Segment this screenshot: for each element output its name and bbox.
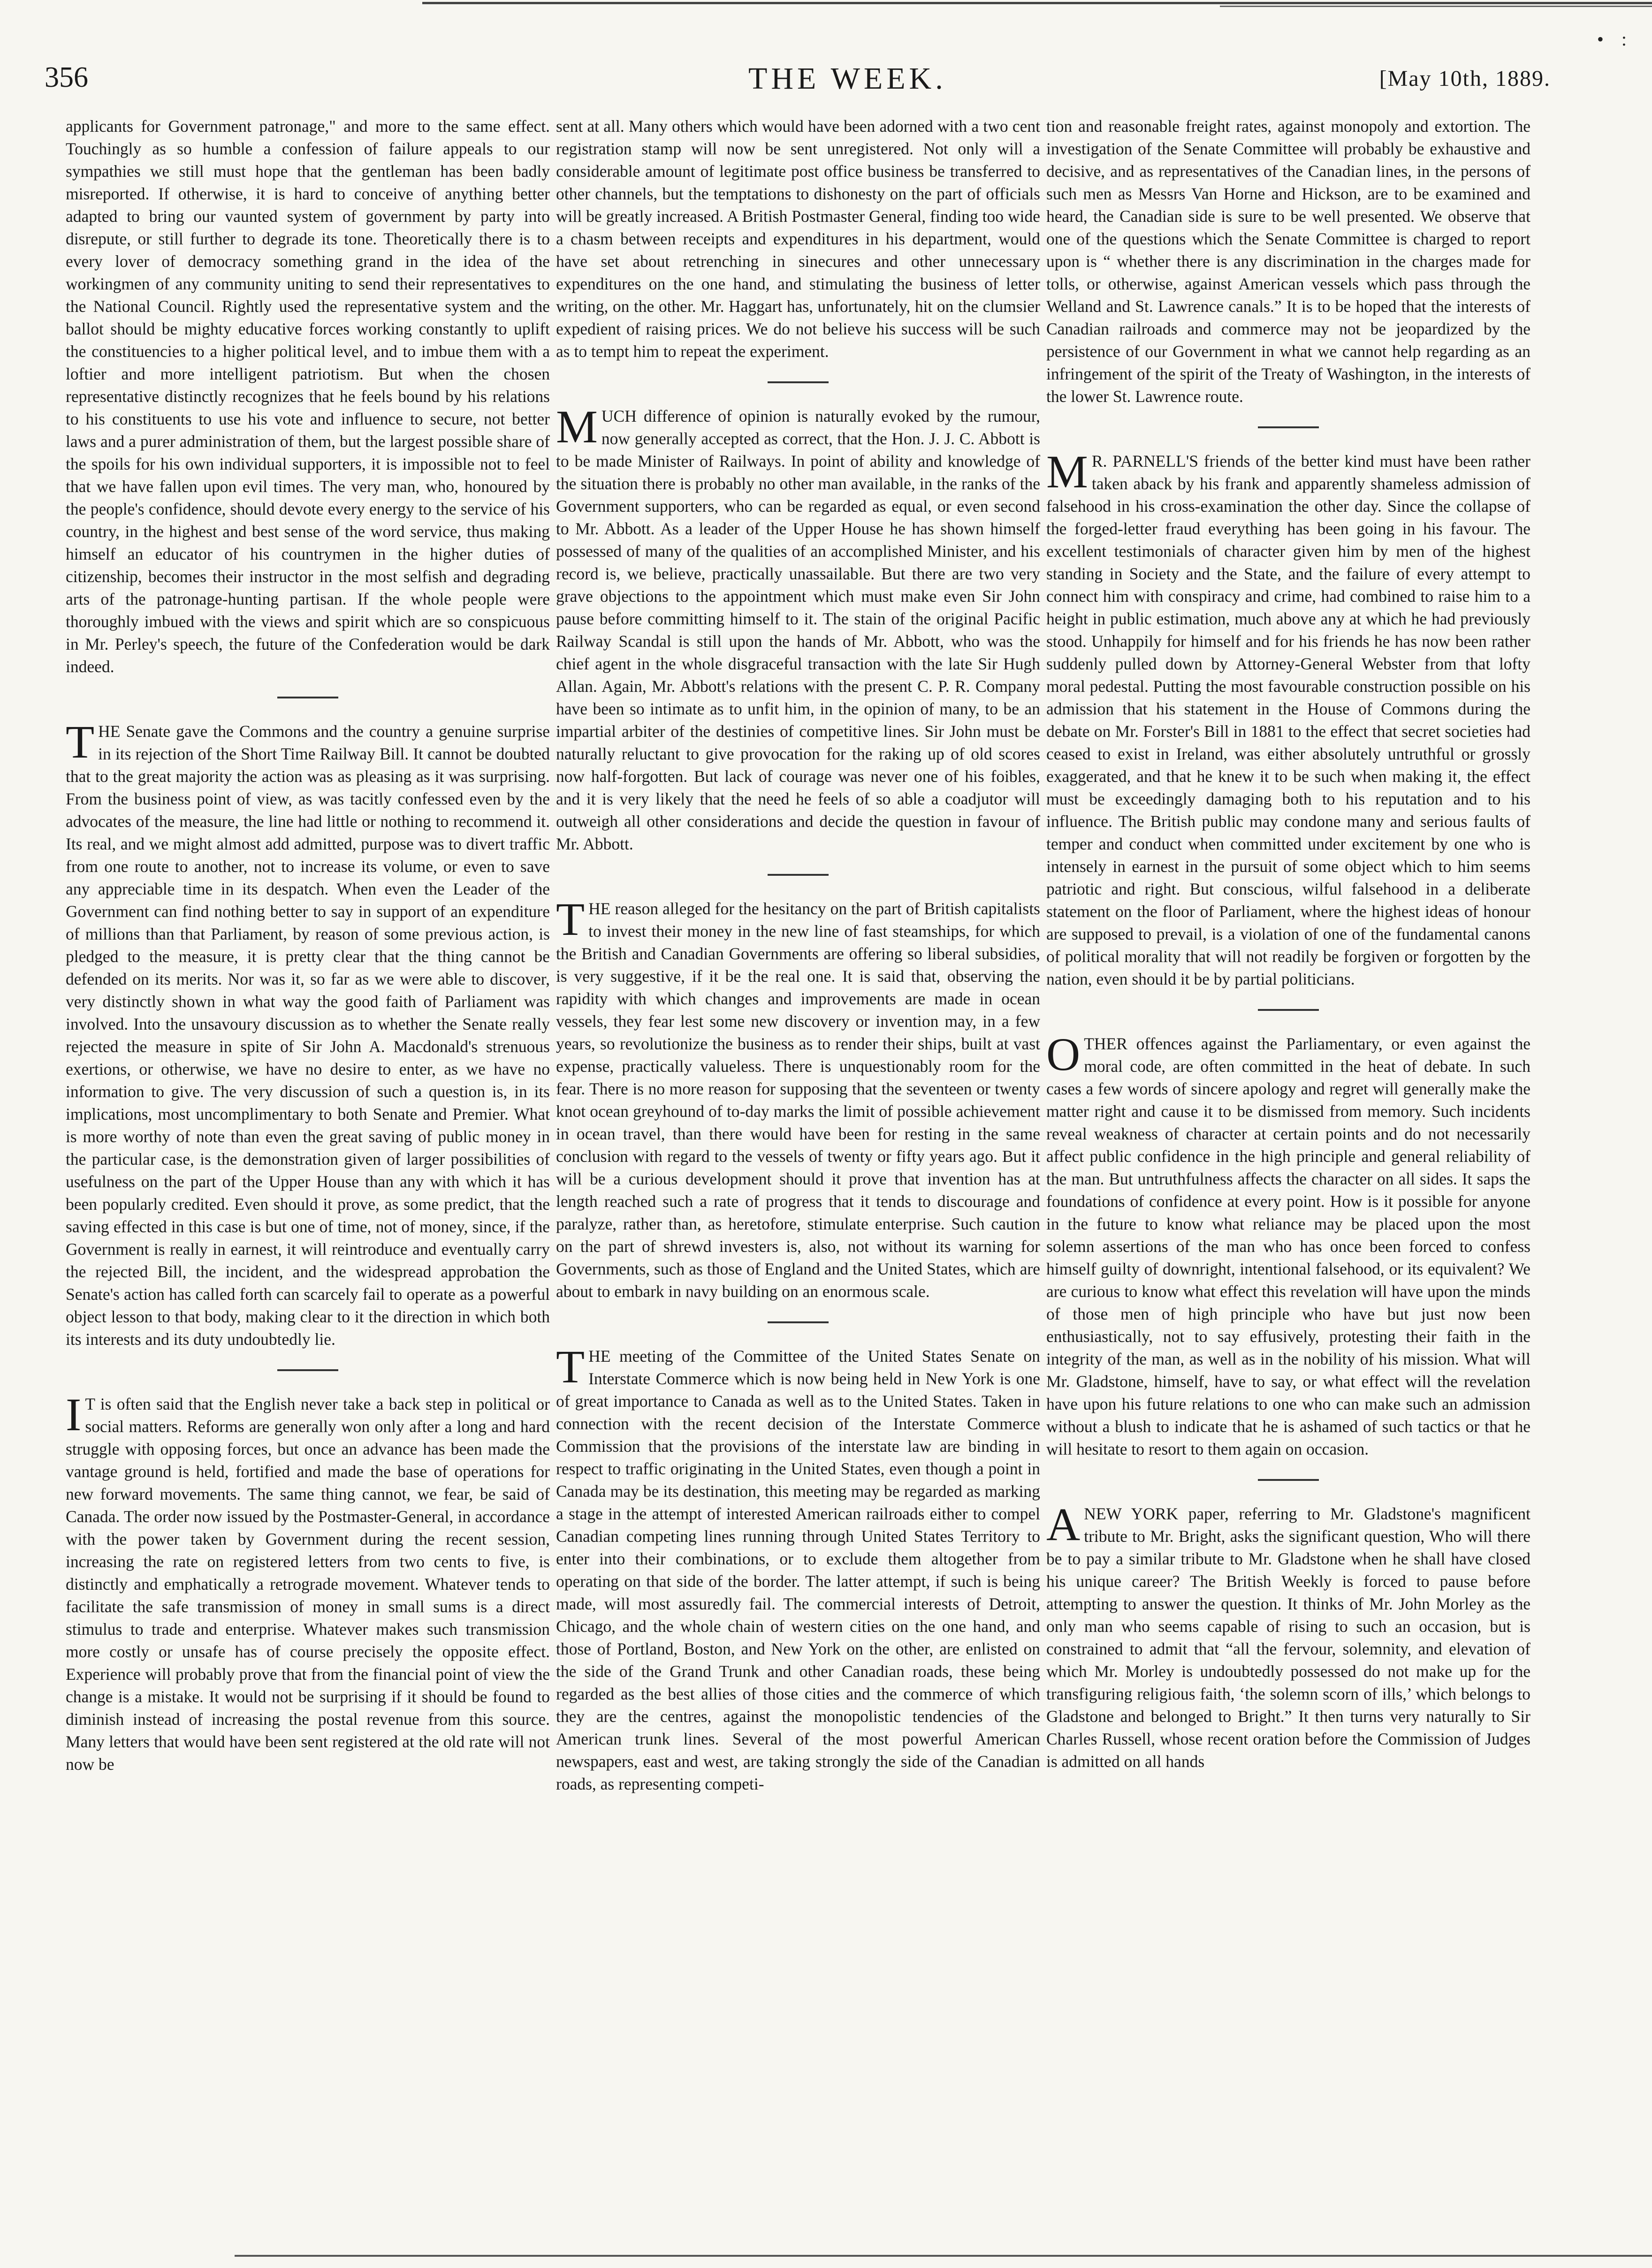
corner-marks: • :: [1597, 29, 1633, 50]
article-paragraph: THE reason alleged for the hesitancy on the part of British capitalists to invest their money in the new line of fast steamships, for which the British and Canadian Governments are offering so liberal subsidies, is very suggestive, if it be the real one. It is said that, observing the rapidity with which changes and improvements are made in ocean vessels, they fear lest some new discovery or invention may, in a few years, so revolutionize the business as to render their ships, built at vast expense, practically valueless. There is unquestionably room for the fear. There is no more reason for supposing that the seventeen or twenty knot ocean greyhound of to-day marks the limit of possible achievement in ocean travel, than there would have been for resting in the same conclusion with regard to the vessels of twenty or fifty years ago. But it will be a curious development should it prove that invention has at length reached such a rate of progress that it tends to discourage and paralyze, rather than, as heretofore, stimulate enterprise. Such caution on the part of shrewd investers is, also, not without its warning for Governments, such as those of England and the United States, which are about to embark in navy building on an enormous scale.: [556, 893, 1040, 1301]
article-paragraph: THE meeting of the Committee of the United States Senate on Interstate Commerce which is now being held in New York is one of great importance to Canada as well as to the United States. Taken in connection with the recent decision of the Interstate Commerce Commission that the provisions of the interstate law are binding in respect to traffic originating in the United States, even though a point in Canada may be its destination, this meeting may be regarded as marking a stage in the attempt of interested American railroads either to compel Canadian competing lines running through United States Territory to enter into their combinations, or to exclude them altogether from operating on that side of the border. The latter attempt, if such is being made, will most assuredly fail. The commercial interests of Detroit, Chicago, and the whole chain of western cities on the one hand, and those of Portland, Boston, and New York on the other, are enlisted on the side of the Grand Trunk and other Canadian roads, these being regarded as the best allies of those cities and the commerce of which they are the centres, against the monopolistic tendencies of the American trunk lines. Several of the most powerful American newspapers, east and west, are taking strongly the side of the Canadian roads, as representing competi-: [556, 1341, 1040, 1793]
issue-date: [May 10th, 1889.: [1379, 66, 1551, 91]
section-divider: [277, 697, 338, 698]
section-divider: [768, 1321, 829, 1323]
page-number: 356: [45, 61, 88, 93]
section-divider: [1258, 426, 1319, 428]
article-paragraph: applicants for Government patronage," and more to the same effect. Touchingly as so humble a confession of failure appeals to our sympathies we still must hope that the gentleman has been badly misreported. If otherwise, it is hard to conceive of anything better adapted to bring our vaunted system of government by party into disrepute, or still further to degrade its tone. Theoretically there is to every lover of democracy something grand in the idea of the workingmen of any community uniting to send their representatives to the National Council. Rightly used the representative system and the ballot should be mighty educative forces working constantly to uplift the constituencies to a higher political level, and to imbue them with a loftier and more intelligent patriotism. But when the chosen representative distinctly recognizes that he feels bound by his relations to his constituents to use his vote and influence to secure, not better laws and a purer administration of them, but the largest possible share of the spoils for his own individual supporters, it is impossible not to feel that we have fallen upon evil times. The very man, who, honoured by the people's confidence, should devote every energy to the service of his country, in the highest and best sense of the word service, thus making himself an educator of his countrymen in the higher duties of citizenship, becomes their instructor in the most selfish and degrading arts of the patronage-hunting partisan. If the whole people were thoroughly imbued with the views and spirit which are so conspicuous in Mr. Perley's speech, the future of the Confederation would be dark indeed.: [66, 117, 550, 676]
section-divider: [1258, 1009, 1319, 1011]
article-paragraph: MUCH difference of opinion is naturally evoked by the rumour, now generally accepted as correct, that the Hon. J. J. C. Abbott is to be made Minister of Railways. In point of ability and knowledge of the situation there is probably no other man available, in the ranks of the Government supporters, who can be regarded as equal, or even second to Mr. Abbott. As a leader of the Upper House he has shown himself possessed of many of the qualities of an accomplished Minister, and his record is, we believe, practically unassailable. But there are two very grave objections to the appointment which must make even Sir John pause before committing himself to it. The stain of the original Pacific Railway Scandal is still upon the hands of Mr. Abbott, who was the chief agent in the whole disgraceful transaction with the late Sir Hugh Allan. Again, Mr. Abbott's relations with the present C. P. R. Company have been so intimate as to unfit him, in the opinion of many, to be an impartial arbiter of the destinies of competitive lines. Sir John must be naturally reluctant to give provocation for the raking up of old scores now half-forgotten. But lack of courage was never one of his foibles, and it is very likely that the need he feels of so able a coadjutor will outweigh all other considerations and decide the question in favour of Mr. Abbott.: [556, 401, 1040, 853]
article-paragraph: MR. PARNELL'S friends of the better kind must have been rather taken aback by his frank and apparently shameless admission of falsehood in his cross-examination the other day. Since the collapse of the forged-letter fraud everything has been going in his favour. The excellent testimonials of character given him by men of the highest standing in Society and the State, and the failure of every attempt to connect him with conspiracy and crime, had combined to raise him to a height in public estimation, much above any at which he had previously stood. Unhappily for himself and for his friends he has now been rather suddenly pulled down by Attorney-General Webster from that lofty moral pedestal. Putting the most favourable construction possible on his admission that his statement in the House of Commons during the debate on Mr. Forster's Bill in 1881 to the effect that secret societies had ceased to exist in Ireland, was either absolutely untruthful or grossly exaggerated, and that he knew it to be such when making it, the effect must be exceedingly damaging both to his reputation and to his influence. The British public may condone many and serious faults of temper and conduct when committed under excitement by one who is intensely in earnest in the pursuit of some object which to him seems patriotic and right. But conscious, wilful falsehood in a deliberate statement on the floor of Parliament, where the highest ideas of honour are supposed to prevail, is a violation of one of the fundamental canons of political morality that will not readily be forgiven or forgotten by the nation, even should it be by partial politicians.: [1046, 446, 1530, 988]
article-paragraph: ANEW YORK paper, referring to Mr. Gladstone's magnificent tribute to Mr. Bright, asks the significant question, Who will there be to pay a similar tribute to Mr. Gladstone when he shall have closed his unique career? The British Weekly is forced to pause before attempting to answer the question. It thinks of Mr. John Morley as the only man who seems capable of rising to such an occasion, but is constrained to admit that “all the fervour, solemnity, and elevation of which Mr. Morley is undoubtedly possessed do not make up for the transfiguring religious faith, ‘the solemn scorn of ills,’ which belongs to Gladstone and belonged to Bright.” It then turns very naturally to Sir Charles Russell, whose recent oration before the Commission of Judges is admitted on all hands: [1046, 1498, 1530, 1771]
article-paragraph: OTHER offences against the Parliamentary, or even against the moral code, are often committed in the heat of debate. In such cases a few words of sincere apology and regret will generally make the matter right and cause it to be dismissed from memory. Such incidents reveal weakness of character at certain points and do not necessarily affect public confidence in the high principle and general reliability of the man. But untruthfulness affects the character on all sides. It saps the foundations of confidence at every point. How is it possible for anyone in the future to know what reliance may be placed upon the most solemn assertions of the man who has once been forced to confess himself guilty of downright, intentional falsehood, or its equivalent? We are curious to know what effect this revelation will have upon the minds of those men of high principle who have but just now been enthusiastically, not to say effusively, protesting their faith in the integrity of the man, as well as in the nobility of his mission. What will Mr. Gladstone, himself, have to say, or what effect will the revelation have upon his future relations to one who can make such an admission without a blush to indicate that he is ashamed of such tactics or that he will hesitate to resort to them again on occasion.: [1046, 1028, 1530, 1458]
column-1: [66, 115, 550, 1775]
section-divider: [1258, 1479, 1319, 1481]
journal-title: THE WEEK.: [748, 61, 947, 96]
column-2: [556, 115, 1040, 1795]
section-divider: [277, 1369, 338, 1371]
page-header: [45, 61, 1551, 108]
column-3: [1046, 115, 1530, 1773]
article-paragraph: THE Senate gave the Commons and the country a genuine surprise in its rejection of the Short Time Railway Bill. It cannot be doubted that to the great majority the action was as pleasing as it was surprising. From the business point of view, as was tacitly confessed even by the advocates of the measure, the line had little or nothing to recommend it. Its real, and we might almost add admitted, purpose was to divert traffic from one route to another, not to increase its volume, or even to save any appreciable time in its despatch. When even the Leader of the Government can find nothing better to say in support of an expenditure of millions than that Parliament, by reason of some previous action, is pledged to the measure, it is pretty clear that the thing cannot be defended on its merits. Nor was it, so far as we were able to discover, very distinctly shown in what way the good faith of Parliament was involved. Into the unsavoury discussion as to whether the Senate really rejected the measure in spite of Sir John A. Macdonald's strenuous exertions, or otherwise, we have no desire to enter, as we have no information to give. The very discussion of such a question is, in its implications, most uncomplimentary to both Senate and Premier. What is more worthy of note than even the great saving of public money in the particular case, is the demonstration given of larger possibilities of usefulness on the part of the Upper House than any with which it has been popularly credited. Even should it prove, as some predict, that the saving effected in this case is but one of time, not of money, since, if the Government is really in earnest, it will reintroduce and eventually carry the rejected Bill, the incident, and the widespread approbation the Senate's action has called forth can scarcely fail to operate as a powerful object lesson to that body, making clear to it the direction in which both its interests and its duty undoubtedly lie.: [66, 716, 550, 1349]
article-paragraph: IT is often said that the English never take a back step in political or social matters. Reforms are generally won only after a long and hard struggle with opposing forces, but once an advance has been made the vantage ground is held, fortified and made the base of operations for new forward movements. The same thing cannot, we fear, be said of Canada. The order now issued by the Postmaster-General, in accordance with the power taken by Government during the recent session, increasing the rate on registered letters from two cents to five, is distinctly and emphatically a retrograde movement. Whatever tends to facilitate the safe transmission of money in small sums is a direct stimulus to trade and enterprise. Whatever makes such transmission more costly or unsafe has of course precisely the opposite effect. Experience will probably prove that from the financial point of view the change is a mistake. It would not be surprising if it should be found to diminish instead of increasing the postal revenue from this source. Many letters that would have been sent registered at the old rate will not now be: [66, 1388, 550, 1774]
section-divider: [768, 381, 829, 383]
article-paragraph: tion and reasonable freight rates, against monopoly and extortion. The investigation of the Senate Committee will probably be exhaustive and decisive, and as representatives of the Canadian lines, in the persons of such men as Messrs Van Horne and Hickson, are to be examined and heard, the Canadian side is sure to be well presented. We observe that one of the questions which the Senate Committee is charged to report upon is “ whether there is any discrimination in the charges made for tolls, or otherwise, against American vessels which pass through the Welland and St. Lawrence canals.” It is to be hoped that the interests of Canadian railroads and commerce may not be jeopardized by the persistence of our Government in what we cannot help regarding as an infringement of the spirit of the Treaty of Washington, in the interests of the lower St. Lawrence route.: [1046, 117, 1530, 406]
bottom-border: [0, 2254, 1652, 2259]
top-border: [0, 0, 1652, 8]
article-paragraph: sent at all. Many others which would have been adorned with a two cent registration stamp will now be sent unregistered. Not only will a considerable amount of legitimate post office business be transferred to other channels, but the temptations to dishonesty on the part of officials will be greatly increased. A British Postmaster General, finding too wide a chasm between receipts and expenditures in his department, would have set about retrenching in sinecures and other unnecessary expenditures on the one hand, and stimulating the business of letter writing, on the other. Mr. Haggart has, unfortunately, hit on the clumsier expedient of raising prices. We do not believe his success will be such as to tempt him to repeat the experiment.: [556, 117, 1040, 361]
section-divider: [768, 874, 829, 876]
